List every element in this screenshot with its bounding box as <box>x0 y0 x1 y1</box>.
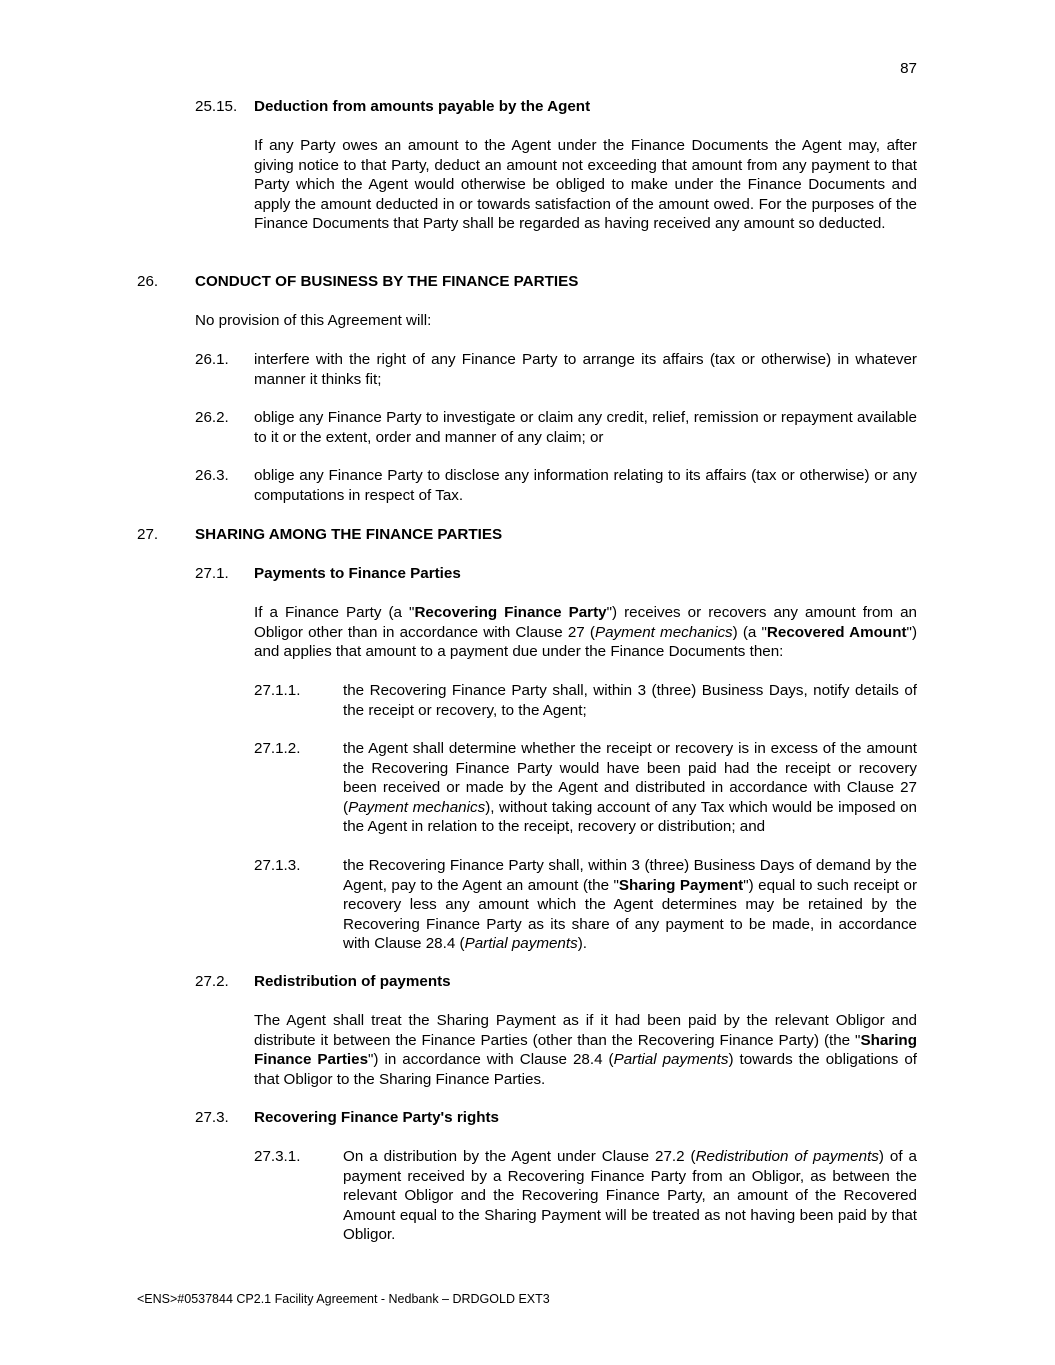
section-heading-26: CONDUCT OF BUSINESS BY THE FINANCE PARTIES <box>195 273 579 290</box>
clause-body-27-1-2: the Agent shall determine whether the receipt or recovery is in excess of the amount the Recovering Finance Party would have been paid had the receipt or recovery been received or made by the Agent and distributed in accordance with Clause 27 (Payment mechanics), without taking account of any Tax which would be imposed on the Agent in relation to the receipt, recovery or distribution; and <box>343 740 918 835</box>
clause-number-27-2: 27.2. <box>195 973 229 990</box>
defined-term-sharing-finance-parties: Sharing Finance Parties <box>254 1031 917 1068</box>
clause-body-26-2: oblige any Finance Party to investigate or claim any credit, relief, remission or repayment available to it or the extent, order and manner of any claim; or <box>254 409 917 446</box>
clause-reference-title: Payment mechanics <box>594 623 733 641</box>
clause-number-26-2: 26.2. <box>195 409 229 426</box>
clause-heading-27-2: Redistribution of payments <box>254 973 451 990</box>
clause-heading-27-3: Recovering Finance Party's rights <box>254 1109 500 1126</box>
clause-number-27-3-1: 27.3.1. <box>254 1148 301 1165</box>
clause-reference-title: Partial payments <box>613 1051 729 1068</box>
clause-number-26-1: 26.1. <box>195 351 229 368</box>
clause-body-27-1: If a Finance Party (a "Recovering Finance Party") receives or recovers any amount from an Obligor other than in accordance with Clause 27 (Payment mechanics) (a "Recovered Amount") and applies that amount to a payment due under the Finance Documents then: <box>254 604 917 660</box>
defined-term-recovered-amount: Recovered Amount <box>766 623 907 641</box>
clause-reference-title: Redistribution of payments <box>695 1148 879 1165</box>
section-intro-26: No provision of this Agreement will: <box>195 312 432 329</box>
clause-number-27-1-2: 27.1.2. <box>254 740 301 757</box>
clause-heading-25-15: Deduction from amounts payable by the Agent <box>254 98 591 115</box>
clause-body-27-3-1: On a distribution by the Agent under Clause 27.2 (Redistribution of payments) of a payment received by a Recovering Finance Party from an Obligor, as between the relevant Obligor and the Recovering Finance Party, an amount of the Recovered Amount equal to the Sharing Payment will be treated as not having been paid by that Obligor. <box>343 1148 917 1243</box>
section-number-26: 26. <box>137 273 159 290</box>
section-heading-27: SHARING AMONG THE FINANCE PARTIES <box>195 526 503 543</box>
section-number-27: 27. <box>137 526 159 543</box>
clause-body-27-2: The Agent shall treat the Sharing Payment as if it had been paid by the relevant Obligor and distribute it between the Finance Parties (other than the Recovering Finance Party) (the "Sharing Finance Parties") in accordance with Clause 28.4 (Partial payments) towards the obligations of that Obligor to the Sharing Finance Parties. <box>254 1012 917 1088</box>
clause-number-27-1-1: 27.1.1. <box>254 682 301 699</box>
clause-body-26-1: interfere with the right of any Finance Party to arrange its affairs (tax or otherwise) in whatever manner it thinks fit; <box>254 351 917 388</box>
defined-term-recovering-finance-party: Recovering Finance Party <box>414 604 607 621</box>
clause-number-27-3: 27.3. <box>195 1109 229 1126</box>
clause-number-27-1: 27.1. <box>195 565 229 582</box>
clause-body-25-15: If any Party owes an amount to the Agent under the Finance Documents the Agent may, after giving notice to that Party, deduct an amount not exceeding that amount from any payment to that Party which the Agent would otherwise be obliged to make under the Finance Documents and apply the amount deducted in or towards satisfaction of the amount owed. For the purposes of the Finance Documents that Party shall be regarded as having received any amount so deducted. <box>254 137 917 232</box>
clause-reference-title: Payment mechanics <box>348 798 486 816</box>
clause-number-25-15: 25.15. <box>195 98 238 115</box>
clause-body-27-1-3: the Recovering Finance Party shall, within 3 (three) Business Days of demand by the Agent, pay to the Agent an amount (the "Sharing Payment") equal to such receipt or recovery less any amount which the Agent determines may be retained by the Recovering Finance Party as its share of any payment to be made, in accordance with Clause 28.4 (Partial payments). <box>343 857 918 952</box>
page-number: 87 <box>900 60 917 77</box>
document-footer: <ENS>#0537844 CP2.1 Facility Agreement - Nedbank – DRDGOLD EXT3 <box>137 1292 550 1306</box>
clause-heading-27-1: Payments to Finance Parties <box>254 565 461 582</box>
defined-term-sharing-payment: Sharing Payment <box>618 876 744 894</box>
clause-body-27-1-1: the Recovering Finance Party shall, within 3 (three) Business Days, notify details of the receipt or recovery, to the Agent; <box>343 682 917 719</box>
clause-reference-title: Partial payments <box>464 935 578 952</box>
clause-body-26-3: oblige any Finance Party to disclose any information relating to its affairs (tax or otherwise) or any computations in respect of Tax. <box>254 467 917 504</box>
clause-number-27-1-3: 27.1.3. <box>254 857 301 874</box>
clause-number-26-3: 26.3. <box>195 467 229 484</box>
